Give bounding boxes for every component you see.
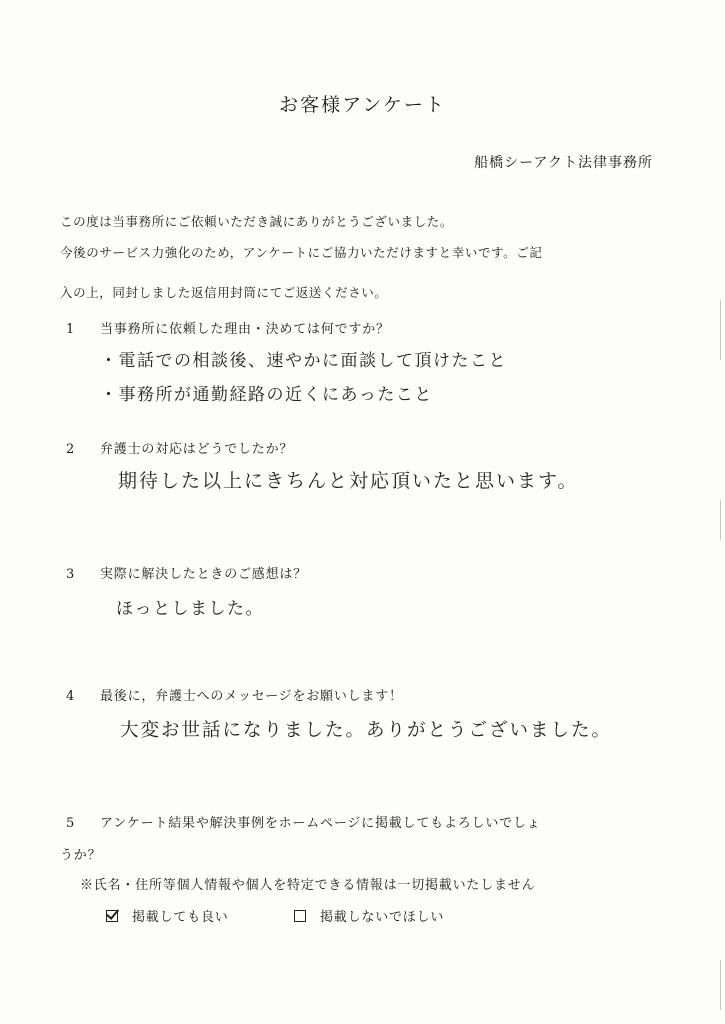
option-label: 掲載しても良い <box>132 910 229 925</box>
question-text: アンケート結果や解決事例をホームページに掲載してもよろしいでしょ <box>100 816 541 831</box>
scan-edge-mark <box>720 960 721 1010</box>
question-text: 弁護士の対応はどうでしたか？ <box>100 442 294 457</box>
question-text: 実際に解決したときのご感想は？ <box>100 567 308 582</box>
question-text: 当事務所に依頼した理由・決めては何ですか？ <box>100 322 390 337</box>
question-1 <box>66 318 390 337</box>
option-label: 掲載しないでほしい <box>320 910 445 925</box>
question-5-continued: うか？ <box>60 848 102 863</box>
page-title: お客様アンケート <box>279 94 446 116</box>
question-5 <box>66 812 541 831</box>
question-number: 5 <box>66 816 76 831</box>
question-number: 3 <box>66 567 76 582</box>
scan-edge-mark <box>720 300 721 360</box>
question-number: 4 <box>66 689 76 704</box>
empty-checkbox-icon[interactable] <box>294 910 306 922</box>
privacy-note: ※氏名・住所等個人情報や個人を特定できる情報は一切掲載いたしません <box>80 878 536 893</box>
question-2 <box>66 438 293 457</box>
option-publish-no[interactable] <box>294 906 444 925</box>
intro-line: 今後のサービス力強化のため，アンケートにご協力いただけますと幸いです。ご記 <box>60 245 543 260</box>
option-publish-ok[interactable] <box>106 906 229 925</box>
question-3 <box>66 563 307 582</box>
handwritten-answer: 期待した以上にきちんと対応頂いたと思います。 <box>118 470 579 492</box>
handwritten-answer: ・事務所が通勤経路の近くにあったこと <box>100 385 433 405</box>
question-number: 1 <box>66 322 76 337</box>
intro-line: 入の上，同封しました返信用封筒にてご返送ください。 <box>60 285 388 300</box>
scan-edge-mark <box>720 500 721 540</box>
checked-checkbox-icon[interactable] <box>106 910 118 922</box>
question-number: 2 <box>66 442 76 457</box>
question-4 <box>66 685 403 704</box>
question-text: 最後に，弁護士へのメッセージをお願いします！ <box>100 689 403 704</box>
handwritten-answer: ほっとしました。 <box>116 599 264 619</box>
handwritten-answer: 大変お世話になりました。ありがとうございました。 <box>120 720 613 741</box>
handwritten-answer: ・電話での相談後、速やかに面談して頂けたこと <box>100 351 507 371</box>
office-name: 船橋シーアクト法律事務所 <box>474 155 653 171</box>
intro-line: この度は当事務所にご依頼いただき誠にありがとうございました。 <box>60 214 454 229</box>
